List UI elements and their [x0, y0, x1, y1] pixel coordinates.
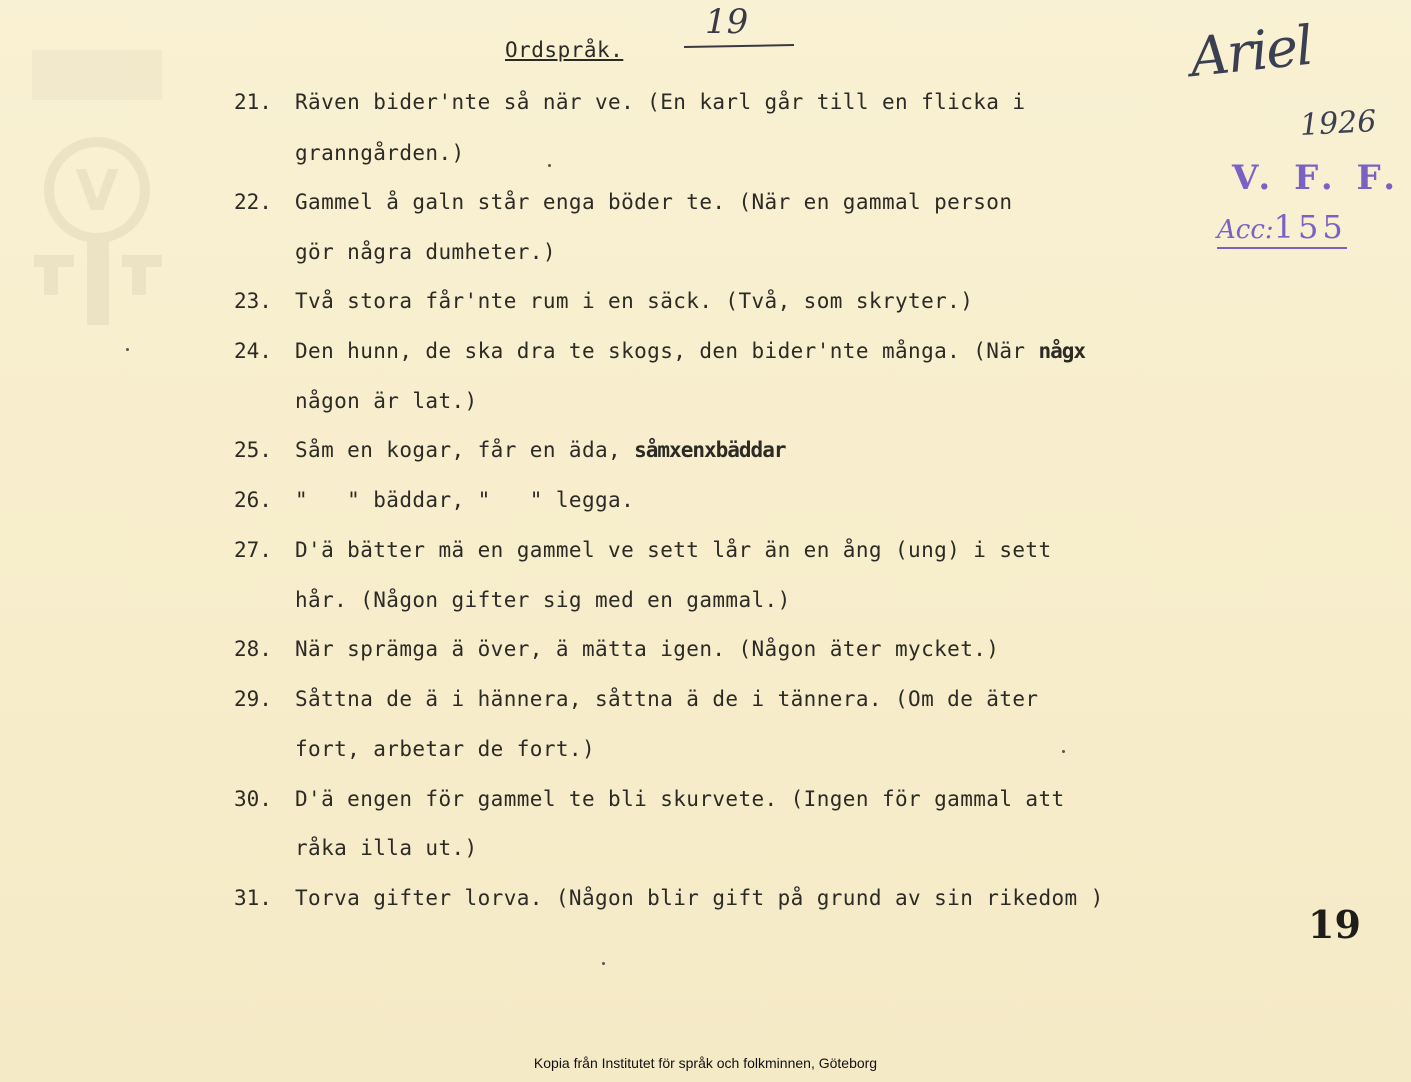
entry-text: D'ä engen för gammel te bli skurvete. (Ingen för gammal att [295, 787, 1065, 811]
entry-text: fort, arbetar de fort.) [295, 737, 595, 761]
page-title: Ordspråk. [505, 38, 624, 62]
handwritten-signature: Ariel [1187, 13, 1315, 90]
entry-text: råka illa ut.) [295, 836, 478, 860]
accession-number: 155 [1273, 208, 1347, 246]
entry-text-with-strike [295, 339, 1085, 363]
entry-text: granngården.) [295, 141, 465, 165]
entry-text: hår. (Någon gifter sig med en gammal.) [295, 588, 791, 612]
entry-text: När sprämga ä över, ä mätta igen. (Någon äter mycket.) [295, 637, 1000, 661]
entry-text: " " bäddar, " " legga. [295, 488, 635, 512]
entry-text: Gammel å galn står enga böder te. (När en gammal person [295, 190, 1013, 214]
accession-label: Acc: [1217, 215, 1274, 245]
entry-text: Den hunn, de ska dra te skogs, den bider'nte många. (När [295, 339, 1026, 363]
struck-text: såmxenxbäddar [634, 438, 786, 462]
archive-footer: Kopia från Institutet för språk och folkminnen, Göteborg [533, 1055, 878, 1071]
entry-text: Såttna de ä i hännera, såttna ä de i tännera. (Om de äter [295, 687, 1039, 711]
entry-text: D'ä bätter mä en gammel ve sett lår än en ång (ung) i sett [295, 538, 1052, 562]
archive-stamp-vff: V. F. F. [1232, 158, 1402, 198]
paper-speck [548, 164, 551, 167]
entry-text: Torva gifter lorva. (Någon blir gift på grund av sin rikedom ) [295, 886, 1104, 910]
entry-number: 27. [234, 538, 272, 562]
struck-text: någx [1038, 339, 1086, 363]
entry-text: Räven bider'nte så när ve. (En karl går till en flicka i [295, 90, 1026, 114]
handwritten-page-mark: 19 [705, 2, 749, 42]
entry-number: 29. [234, 687, 272, 711]
entry-number: 28. [234, 637, 272, 661]
entry-number: 31. [234, 886, 272, 910]
paper-speck [602, 962, 605, 965]
entry-number: 26. [234, 488, 272, 512]
paper-speck [126, 348, 129, 351]
entry-text: Två stora får'nte rum i en säck. (Två, som skryter.) [295, 289, 974, 313]
paper-speck [1062, 750, 1065, 753]
entry-number: 30. [234, 787, 272, 811]
entry-text: någon är lat.) [295, 389, 478, 413]
entry-text-with-strike [295, 438, 786, 462]
entry-text: gör några dumheter.) [295, 240, 556, 264]
entry-number: 23. [234, 289, 272, 313]
entry-number: 24. [234, 339, 272, 363]
svg-text:V: V [75, 159, 119, 224]
entry-number: 25. [234, 438, 272, 462]
entry-text: Såm en kogar, får en äda, [295, 438, 622, 462]
entry-number: 21. [234, 90, 272, 114]
handwritten-year: 1926 [1299, 104, 1378, 143]
page-number: 19 [1308, 902, 1361, 947]
entry-number: 22. [234, 190, 272, 214]
